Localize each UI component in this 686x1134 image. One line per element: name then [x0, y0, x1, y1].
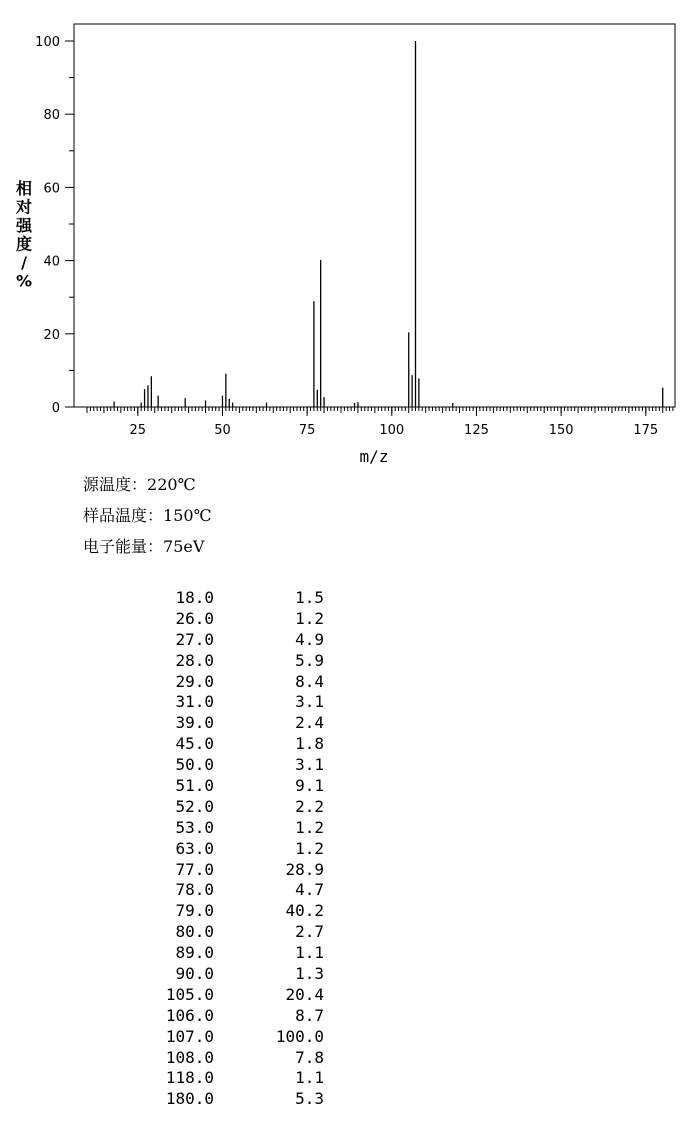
peak-mz: 31.0: [175, 692, 214, 712]
x-tick-label: 175: [633, 423, 659, 438]
peak-intensity: 4.7: [295, 880, 324, 900]
x-axis-ticks: [130, 407, 659, 438]
peak-intensity: 1.1: [295, 1068, 324, 1088]
peak-intensity: 1.1: [295, 943, 324, 963]
peak-row: [0, 588, 400, 609]
y-axis-label-char: 对: [15, 197, 33, 217]
peak-intensity: 9.1: [295, 776, 324, 796]
y-axis-label: [15, 179, 33, 291]
peak-row: [0, 630, 400, 651]
peak-row: [0, 1027, 400, 1048]
peak-intensity: 100.0: [275, 1026, 324, 1046]
y-axis-label-char: 强: [15, 216, 33, 235]
peak-intensity: 2.4: [295, 713, 324, 733]
peak-row: [0, 713, 400, 734]
peak-mz: 79.0: [175, 901, 214, 921]
peak-intensity: 3.1: [295, 755, 324, 775]
mass-spectrum-chart: [0, 0, 686, 470]
peak-mz: 118.0: [165, 1068, 214, 1088]
peak-mz: 50.0: [175, 755, 214, 775]
peak-mz: 106.0: [165, 1005, 214, 1025]
y-axis-ticks: [35, 35, 74, 416]
peak-row: [0, 1048, 400, 1069]
peak-intensity: 1.2: [295, 817, 324, 837]
electron-energy-label: 电子能量 ：: [83, 537, 163, 556]
peak-row: [0, 797, 400, 818]
peak-row: [0, 964, 400, 985]
spectrum-peaks: [114, 41, 663, 407]
y-tick-label: 40: [43, 254, 60, 270]
y-tick-label: 100: [35, 35, 60, 50]
peak-mz: 78.0: [175, 880, 214, 900]
peak-intensity: 1.2: [295, 608, 324, 628]
peak-row: [0, 839, 400, 860]
x-minor-ticks: [87, 407, 673, 413]
peak-mz: 80.0: [175, 922, 214, 942]
peak-mz: 90.0: [175, 964, 214, 984]
peak-mz: 77.0: [175, 859, 214, 879]
peak-intensity: 5.9: [295, 650, 324, 670]
x-axis-label: m/z: [359, 447, 389, 466]
peak-mz: 28.0: [175, 650, 214, 670]
peak-row: [0, 776, 400, 797]
peak-row: [0, 672, 400, 693]
peak-row: [0, 1006, 400, 1027]
peak-row: [0, 860, 400, 881]
peak-intensity: 8.4: [295, 671, 324, 691]
peak-intensity: 40.2: [285, 901, 324, 921]
peak-intensity: 28.9: [285, 859, 324, 879]
electron-energy-line: [83, 538, 204, 556]
peak-intensity: 1.8: [295, 734, 324, 754]
peak-row: [0, 901, 400, 922]
peak-intensity: 2.2: [295, 796, 324, 816]
peak-row: [0, 985, 400, 1006]
peak-mz: 39.0: [175, 713, 214, 733]
x-tick-label: 75: [298, 423, 316, 438]
peak-intensity: 1.3: [295, 964, 324, 984]
peak-mz: 52.0: [175, 796, 214, 816]
sample-temperature-line: [83, 507, 211, 525]
peak-mz: 180.0: [165, 1089, 214, 1109]
source-temperature-value: 220℃: [147, 475, 196, 494]
peak-row: [0, 651, 400, 672]
source-temperature-line: [83, 476, 195, 494]
peak-mz: 29.0: [175, 671, 214, 691]
peak-mz: 53.0: [175, 817, 214, 837]
peak-mz: 27.0: [175, 629, 214, 649]
peak-row: [0, 1068, 400, 1089]
peak-row: [0, 755, 400, 776]
peak-row: [0, 943, 400, 964]
peak-row: [0, 734, 400, 755]
peak-row: [0, 692, 400, 713]
peak-intensity: 5.3: [295, 1089, 324, 1109]
peak-table: [0, 588, 400, 1110]
y-axis-label-char: 度: [15, 234, 33, 254]
y-tick-label: 0: [51, 401, 60, 416]
y-axis-label-char: %: [15, 271, 33, 291]
peak-mz: 26.0: [175, 608, 214, 628]
peak-mz: 51.0: [175, 776, 214, 796]
plot-frame: [74, 24, 675, 407]
peak-mz: 18.0: [175, 588, 214, 607]
peak-intensity: 20.4: [285, 984, 324, 1004]
peak-row: [0, 818, 400, 839]
peak-intensity: 2.7: [295, 922, 324, 942]
peak-row: [0, 880, 400, 901]
peak-intensity: 7.8: [295, 1047, 324, 1067]
y-axis-label-char: /: [21, 253, 27, 272]
peak-intensity: 1.5: [295, 588, 324, 607]
y-tick-label: 60: [43, 181, 60, 197]
peak-intensity: 3.1: [295, 692, 324, 712]
peak-intensity: 1.2: [295, 838, 324, 858]
electron-energy-value: 75eV: [163, 537, 205, 556]
peak-intensity: 4.9: [295, 629, 324, 649]
peak-mz: 63.0: [175, 838, 214, 858]
sample-temperature-value: 150℃: [163, 506, 212, 525]
y-tick-label: 80: [43, 108, 60, 124]
x-tick-label: 125: [464, 423, 489, 438]
peak-mz: 107.0: [165, 1026, 214, 1046]
y-axis-label-char: 相: [15, 179, 33, 198]
peak-mz: 105.0: [165, 984, 214, 1004]
x-tick-label: 100: [379, 423, 405, 438]
y-tick-label: 20: [43, 327, 60, 343]
x-tick-label: 50: [214, 423, 231, 438]
source-temperature-label: 源温度 ：: [83, 475, 147, 494]
peak-row: [0, 1089, 400, 1110]
peak-mz: 89.0: [175, 943, 214, 963]
x-tick-label: 150: [548, 423, 574, 438]
peak-mz: 45.0: [175, 734, 214, 754]
peak-mz: 108.0: [165, 1047, 214, 1067]
sample-temperature-label: 样品温度 ：: [83, 506, 163, 525]
x-tick-label: 25: [129, 423, 147, 438]
peak-row: [0, 609, 400, 630]
peak-intensity: 8.7: [295, 1005, 324, 1025]
peak-row: [0, 922, 400, 943]
